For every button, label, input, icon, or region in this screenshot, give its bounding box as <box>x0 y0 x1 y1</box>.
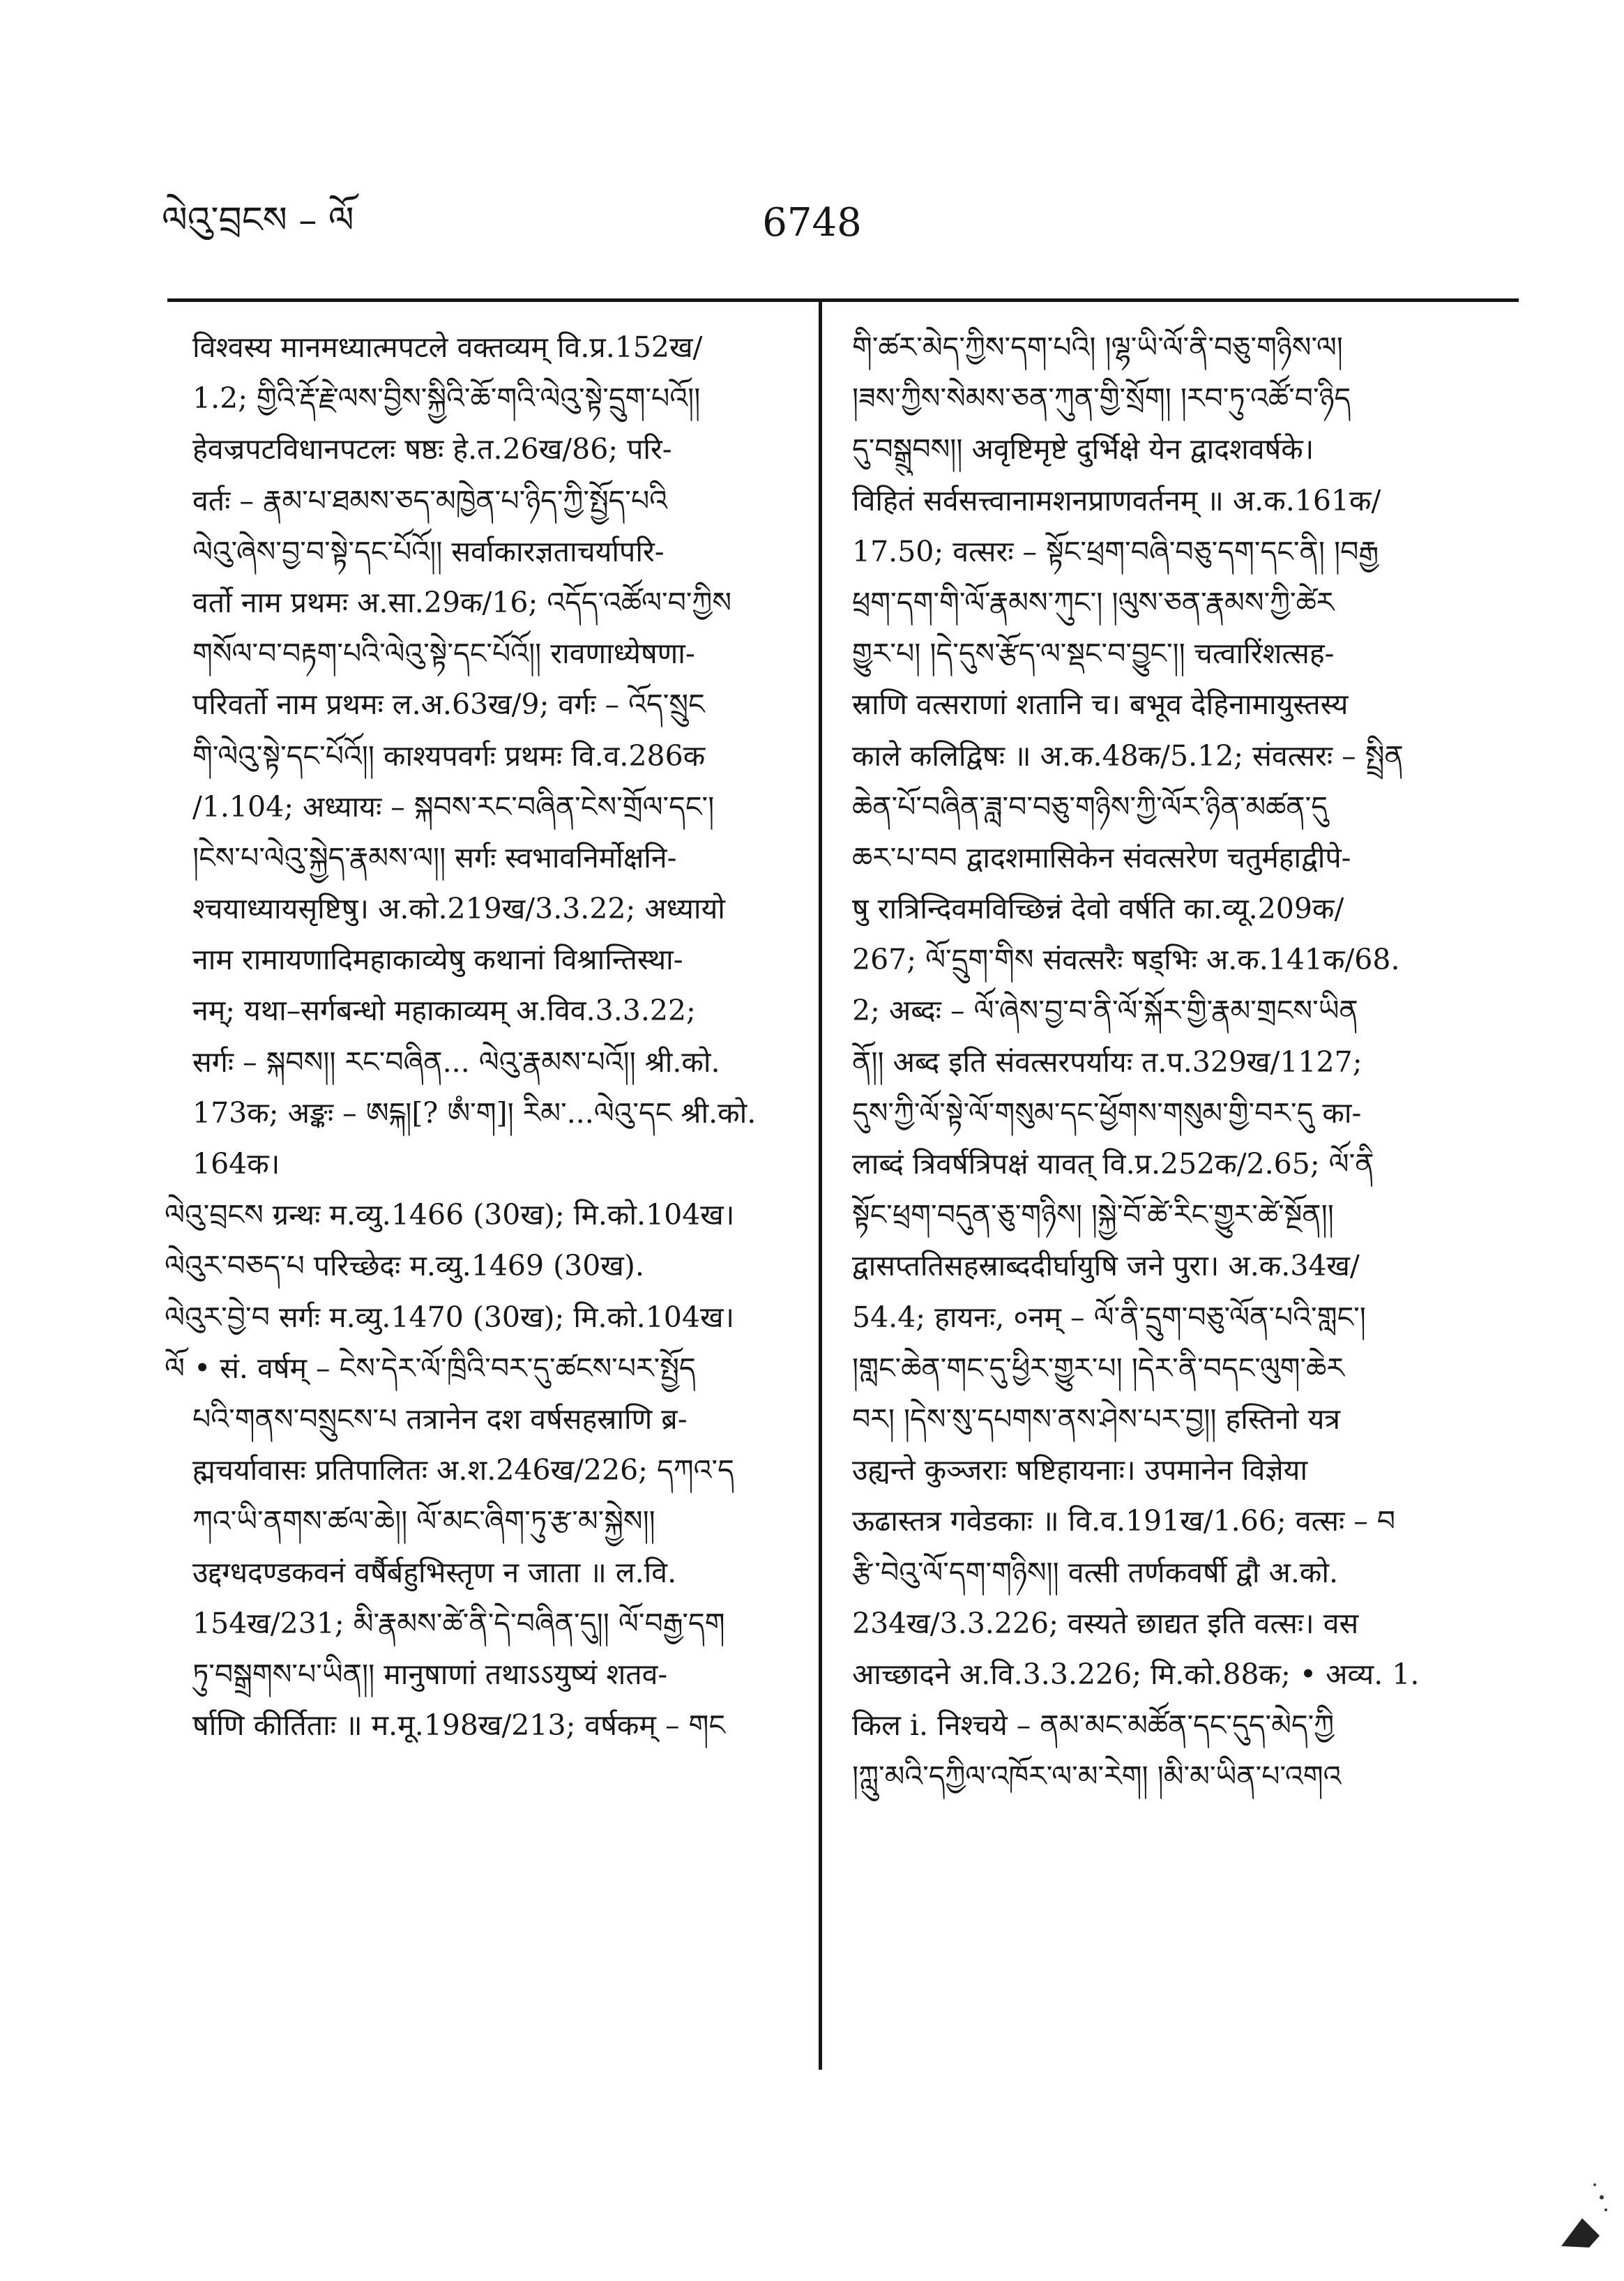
text-line: ऊढास्तत्र गवेडकाः ॥ वि.व.191ख/1.66; वत्सः – བ <box>852 1504 1396 1538</box>
text-line: ནོ།། अब्द इति संवत्सरपर्यायः त.प.329ख/1127; <box>852 1045 1363 1079</box>
text-line: ལེའུ་ཞེས་བྱ་བ་སྟེ་དང་པོའོ།། सर्वाकारज्ञताचर्यापरि- <box>192 534 665 568</box>
text-line: र्षाणि कीर्तिताः ॥ म.मू.198ख/213; वर्षकम् – གང <box>192 1708 726 1743</box>
text-line: ལེའུར་བྱེ་བ सर्गः म.व्यु.1470 (30ख); मि.को.104ख। <box>165 1300 735 1334</box>
text-line: स्राणि वत्सराणां शतानि च। बभूव देहिनामायुस्तस्य <box>852 688 1349 722</box>
text-line: །ཟས་ཀྱིས་སེམས་ཅན་ཀུན་གྱི་སྲོག། །རབ་ཏུ་འཚོ་བ་ཉིད <box>852 381 1351 416</box>
text-line: སྟོང་ཕྲག་བདུན་ཅུ་གཉིས། །སྐྱེ་བོ་ཚེ་རིང་གྱུར་ཚེ་སྔོན།། <box>852 1198 1334 1232</box>
text-line: །ངེས་པ་ལེའུ་སྐྱེད་རྣམས་ལ།། सर्गः स्वभावनिर्मोक्षनि- <box>192 840 677 874</box>
text-line: ལེའུ་བྲངས ग्रन्थः म.व्यु.1466 (30ख); मि.को.104ख। <box>165 1198 735 1232</box>
text-line: དུ་བསྒྲུབས།། अवृष्टिमृष्टे दुर्भिक्षे येन द्वादशवर्षके। <box>852 432 1314 467</box>
text-line: ཆར་པ་བབ द्वादशमासिकेन संवत्सरेण चतुर्महाद्वीपे- <box>852 840 1351 874</box>
text-line: 54.4; हायनः, ०नम् – ལོ་ནི་དྲུག་བཅུ་ལོན་པའི་གླང་། <box>852 1300 1366 1334</box>
text-line: षु रात्रिन्दिवमविच्छिन्नं देवो वर्षति का.व्यू.209क/ <box>852 892 1344 926</box>
running-head: ལེའུ་བྲངས – ལོ <box>162 199 354 241</box>
column-divider <box>819 301 822 2070</box>
text-line: །གླང་ཆེན་གང་དུ་ཕྱིར་གྱུར་པ། །དེར་ནི་བདང་ལུག་ཆེར <box>852 1351 1344 1385</box>
text-line: हेवज्रपटविधानपटलः षष्ठः हे.त.26ख/86; परि- <box>192 432 672 467</box>
text-line: उह्यन्ते कुञ्जराः षष्टिहायनाः। उपमानेन विज्ञेया <box>852 1453 1308 1487</box>
text-line: नम्; यथा–सर्गबन्धो महाकाव्यम् अ.विव.3.3.22; <box>192 994 696 1028</box>
text-line: /1.104; अध्यायः – སྐབས་རང་བཞིན་ངེས་གྲོལ་དང་། <box>192 789 715 824</box>
text-line: ཏུ་བསྒྲགས་པ་ཡིན།། मानुषाणां तथाऽऽयुष्यं शतव- <box>192 1657 668 1691</box>
text-line: श्चयाध्यायसृष्टिषु। अ.को.219ख/3.3.22; अध्यायो <box>192 892 725 926</box>
text-line: དུས་ཀྱི་ལོ་སྟེ་ལོ་གསུམ་དང་ཕྱོགས་གསུམ་གྱི་བར་དུ का- <box>852 1096 1362 1130</box>
text-line: གི་ལེའུ་སྟེ་དང་པོའོ།། काश्यपवर्गः प्रथमः वि.व.286क <box>192 738 706 773</box>
text-line: काले कलिद्विषः ॥ अ.क.48क/5.12; संवत्सरः – སྤྲིན <box>852 738 1404 773</box>
text-line: विहितं सर्वसत्त्वानामशनप्राणवर्तनम् ॥ अ.क.161क/ <box>852 483 1381 517</box>
scan-speck-mark <box>1533 2169 1617 2253</box>
text-line: ལེའུར་བཅད་པ परिच्छेदः म.व्यु.1469 (30ख). <box>165 1249 644 1283</box>
text-line: 154ख/231; མི་རྣམས་ཚེ་ནི་དེ་བཞིན་དུ།། ལོ་བརྒྱ་དག <box>192 1606 725 1640</box>
text-line: །ཀླུ་མའི་དཀྱིལ་འཁོར་ལ་མ་རེག། །མི་མ་ཡིན་པ་འགའ <box>852 1759 1342 1794</box>
left-column <box>165 322 775 1751</box>
text-line: वर्तो नाम प्रथमः अ.सा.29क/16; འདོད་འཚོལ་བ་ཀྱིས <box>192 585 732 619</box>
text-line: གསོལ་བ་བརྟག་པའི་ལེའུ་སྟེ་དང་པོའོ།། रावणाध्येषणा- <box>192 637 695 671</box>
text-line: པའི་གནས་བསྲུངས་པ तत्रानेन दश वर्षसहस्राणि ब्र- <box>192 1402 688 1436</box>
text-line: द्वासप्ततिसहस्राब्ददीर्घायुषि जने पुरा। अ.क.34ख/ <box>852 1249 1360 1283</box>
top-rule <box>167 298 1519 302</box>
text-line: 164क। <box>192 1147 280 1181</box>
text-line: आच्छादने अ.वि.3.3.226; मि.को.88क; • अव्य. 1. <box>852 1657 1420 1691</box>
text-line: वर्तः – རྣམ་པ་ཐམས་ཅད་མཁྱེན་པ་ཉིད་ཀྱི་སྤྱོད་པའི <box>192 483 668 517</box>
text-line: ལོ • सं. वर्षम् – ངེས་དེར་ལོ་ཁྲིའི་བར་དུ་ཚངས་པར་སྤྱོད <box>165 1351 696 1385</box>
text-line: རྩི་བེའུ་ལོ་དག་གཉིས།། वत्सी तर्णकवर्षी द्वौ अ.को. <box>852 1555 1339 1589</box>
text-line: किल i. निश्चये – ནམ་མང་མཚོན་དང་དུད་མེད་ཀྱི <box>852 1708 1335 1743</box>
text-line: 267; ལོ་དྲུག་གིས संवत्सरैः षड्भिः अ.क.141क/68. <box>852 943 1400 977</box>
text-line: 17.50; वत्सरः – སྟོང་ཕྲག་བཞི་བཅུ་དག་དང་ནི། །བརྒྱ <box>852 534 1379 568</box>
right-column <box>852 322 1484 1802</box>
text-line: བར། །དེས་སུ་དཔགས་ནས་ཤེས་པར་བྱ།། हस्तिनो यत्र <box>852 1402 1340 1436</box>
text-line: 234ख/3.3.226; वस्यते छाद्यत इति वत्सः। वस <box>852 1606 1359 1640</box>
text-line: लाब्दं त्रिवर्षत्रिपक्षं यावत् वि.प्र.252क/2.65; ལོ་ནི <box>852 1147 1374 1181</box>
text-line: नाम रामायणादिमहाकाव्येषु कथानां विश्रान्तिस्था- <box>192 943 683 977</box>
text-line: 173क; अङ्कः – ཨངྐ།[? ཨཾ་ག]། རིམ་...ལེའུ་དང श्री.को. <box>192 1096 757 1130</box>
text-line: उद्दग्धदण्डकवनं वर्षैर्बहुभिस्तृण न जाता ॥ ल.वि. <box>192 1555 677 1589</box>
text-line: ह्मचर्यावासः प्रतिपालितः अ.श.246ख/226; དཀའ་ད <box>192 1453 734 1487</box>
page-number: 6748 <box>762 200 862 245</box>
text-line: सर्गः – སྐབས།། རང་བཞིན... ལེའུ་རྣམས་པའོ།། श्री.को. <box>192 1045 720 1079</box>
text-line: 2; अब्दः – ལོ་ཞེས་བྱ་བ་ནི་ལོ་སྐོར་གྱི་རྣམ་གྲངས་ཡིན <box>852 994 1358 1028</box>
text-line: 1.2; གྱིའི་རྡོ་རྗེ་ལས་བྱིས་སྐྱིའི་ཆོ་གའི་ལེའུ་སྟེ་དྲུག་པའོ།། <box>192 381 701 416</box>
text-line: ཆེན་པོ་བཞིན་ཟླ་བ་བཅུ་གཉིས་ཀྱི་ལོར་ཉིན་མཚན་དུ <box>852 789 1328 824</box>
text-line: གི་ཚར་མེད་ཀྱིས་དག་པའི། །ལྷ་ཡི་ལོ་ནི་བཅུ་གཉིས་ལ། <box>852 331 1343 364</box>
text-line: ཕྲག་དག་གི་ལོ་རྣམས་ཀུང་། །ལུས་ཅན་རྣམས་ཀྱི་ཚེར <box>852 585 1335 619</box>
text-line: ཀའ་ཡི་ནགས་ཚལ་ཆེ།། ལོ་མང་ཞིག་ཏུ་རྩ་མ་སྐྱེས།། <box>192 1504 655 1538</box>
text-line: परिवर्तो नाम प्रथमः ल.अ.63ख/9; वर्गः – འོད་སྲུང <box>192 688 705 722</box>
text-line: གྱུར་པ། །དེ་དུས་རྩོད་ལ་སྡང་བ་བྱུང་།། चत्वारिंशत्सह- <box>852 637 1335 671</box>
text-line: विश्वस्य मानमध्यात्मपटले वक्तव्यम् वि.प्र.152ख/ <box>192 331 703 364</box>
